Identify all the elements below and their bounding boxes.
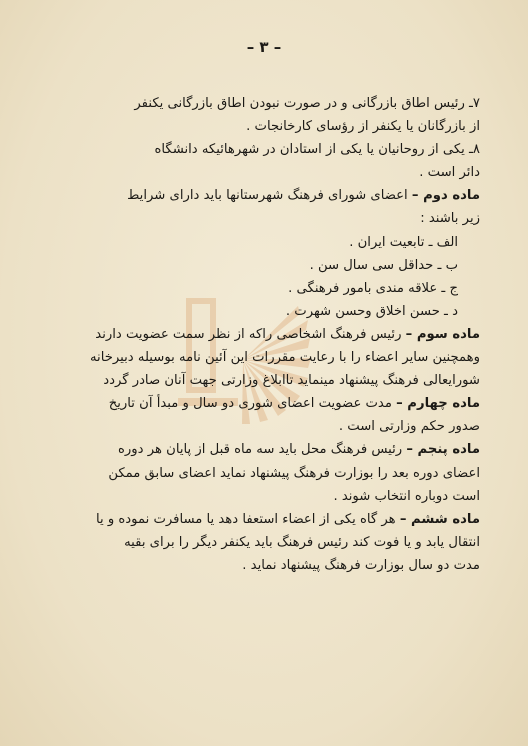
line-text: الف ـ تابعیت ایران .	[349, 234, 458, 250]
line-text: شورایعالی فرهنگ پیشنهاد مینماید تاابلاغ وزارتی جهت آنان صادر گردد	[103, 373, 480, 389]
article-heading: ماده پنجم –	[406, 442, 480, 458]
line-text: اعضای دوره بعد را بوزارت فرهنگ پیشنهاد نماید اعضای سابق ممکن	[108, 465, 480, 481]
text-line	[50, 392, 480, 415]
line-text: هر گاه یکی از اعضاء استعفا دهد یا مسافرت نموده و یا	[95, 511, 400, 527]
text-line	[50, 438, 480, 461]
line-text: ۷ـ رئیس اطاق بازرگانی و در صورت نبودن اطاق بازرگانی یکنفر	[134, 96, 480, 111]
text-line	[50, 554, 480, 577]
text-line	[50, 161, 480, 184]
text-line	[50, 277, 480, 300]
body-text	[50, 92, 480, 577]
text-line	[50, 231, 480, 254]
article-heading: ماده ششم –	[399, 511, 480, 527]
line-text: از بازرگانان یا یکنفر از رؤسای کارخانجات .	[246, 119, 480, 135]
text-line	[50, 207, 480, 230]
text-line	[50, 485, 480, 508]
line-text: ج ـ علاقه مندی بامور فرهنگی .	[288, 280, 458, 296]
text-line	[50, 115, 480, 138]
text-line	[50, 369, 480, 392]
line-text: د ـ حسن اخلاق وحسن شهرت .	[285, 303, 458, 319]
article-heading: ماده چهارم –	[396, 396, 480, 412]
article-heading: ماده دوم –	[411, 188, 480, 204]
line-text: صدور حکم وزارتی است .	[338, 419, 480, 435]
text-line	[50, 323, 480, 346]
text-line	[50, 254, 480, 277]
line-text: وهمچنین سایر اعضاء را با رعایت مقررات این آئین نامه بوسیله دبیرخانه	[89, 350, 480, 366]
line-text: انتقال یابد و یا فوت کند رئیس فرهنگ باید یکنفر دیگر را برای بقیه	[124, 534, 480, 550]
line-text: ب ـ حداقل سی سال سن .	[309, 257, 458, 273]
line-text: است دوباره انتخاب شوند .	[333, 488, 480, 504]
line-text: ۸ـ یکی از روحانیان یا یکی از استادان در شهرهائیکه دانشگاه	[154, 142, 480, 158]
page-number: – ۳ –	[246, 38, 282, 56]
line-text: مدت عضویت اعضای شوری دو سال و مبدأ آن تاریخ	[108, 396, 397, 412]
text-line	[50, 415, 480, 438]
text-line	[50, 300, 480, 323]
text-line	[50, 138, 480, 161]
text-line	[50, 184, 480, 207]
text-line	[50, 462, 480, 485]
line-text: دائر است .	[419, 165, 480, 181]
line-text: رئیس فرهنگ محل باید سه ماه قبل از پایان هر دوره	[118, 442, 407, 458]
text-line	[50, 92, 480, 115]
text-line	[50, 531, 480, 554]
line-text: اعضای شورای فرهنگ شهرستانها باید دارای شرایط	[127, 188, 412, 204]
text-line	[50, 346, 480, 369]
line-text: مدت دو سال بوزارت فرهنگ پیشنهاد نماید .	[242, 557, 480, 573]
line-text: زیر باشند :	[420, 211, 480, 227]
article-heading: ماده سوم –	[405, 326, 480, 342]
text-line	[50, 508, 480, 531]
line-text: رئیس فرهنگ اشخاصی راکه از نظر سمت عضویت دارند	[95, 326, 406, 342]
